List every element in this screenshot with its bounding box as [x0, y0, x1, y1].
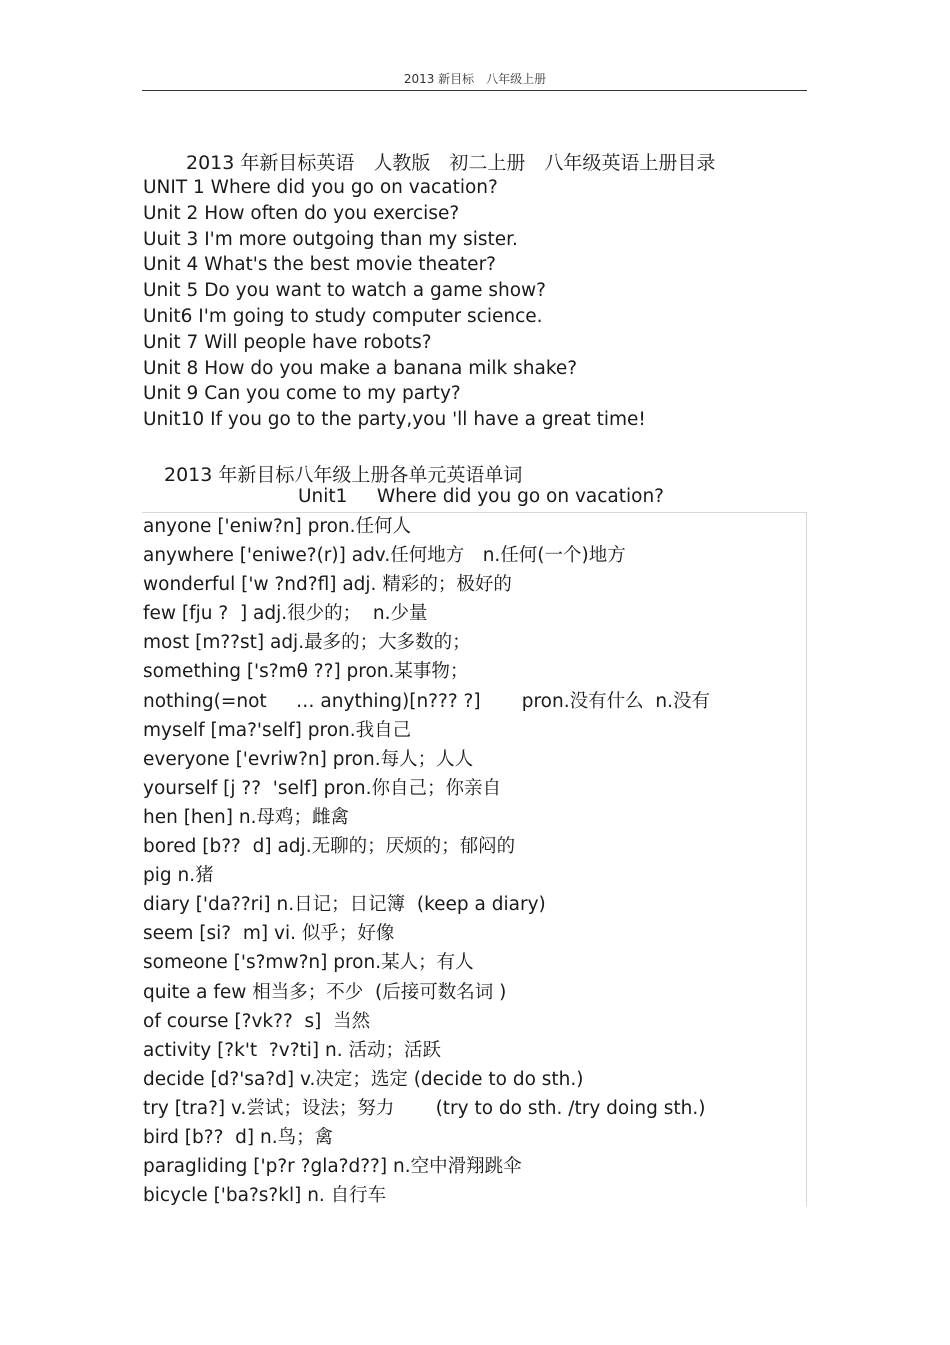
header-divider	[142, 90, 807, 91]
vocab-entry: anywhere ['eniwe?(r)] adv.任何地方 n.任何(一个)地方	[143, 545, 626, 567]
toc-item: Unit6 I'm going to study computer science.	[143, 305, 543, 327]
vocabulary-section-title: 2013 年新目标八年级上册各单元英语单词	[164, 464, 523, 486]
vocab-entry: hen [hen] n.母鸡；雌禽	[143, 806, 349, 828]
vocab-entry: diary ['da??ri] n.日记；日记簿 (keep a diary)	[143, 894, 546, 916]
vocab-entry: most [m??st] adj.最多的；大多数的；	[143, 632, 471, 654]
toc-item: Unit 4 What's the best movie theater?	[143, 254, 496, 276]
vocab-entry: quite a few 相当多；不少 (后接可数名词 )	[143, 981, 507, 1003]
vocab-entry: paragliding ['p?r ?gla?d??] n.空中滑翔跳伞	[143, 1156, 522, 1178]
vocab-entry: wonderful ['w ?nd?fl] adj. 精彩的；极好的	[143, 574, 512, 596]
document-title: 2013 年新目标英语 人教版 初二上册 八年级英语上册目录	[186, 152, 716, 174]
toc-item: Unit10 If you go to the party,you 'll have a great time!	[143, 409, 646, 431]
vocabulary-list	[143, 512, 710, 1210]
toc-item: Unit 7 Will people have robots?	[143, 331, 432, 353]
vocab-entry: someone ['s?mw?n] pron.某人；有人	[143, 952, 474, 974]
toc-item: Unit 8 How do you make a banana milk shake?	[143, 357, 578, 379]
vocab-entry: seem [si? m] vi. 似乎；好像	[143, 923, 395, 945]
vocab-entry: try [tra?] v.尝试；设法；努力 (try to do sth. /try doing sth.)	[143, 1097, 706, 1119]
vocab-entry: bored [b?? d] adj.无聊的；厌烦的；郁闷的	[143, 836, 516, 858]
table-of-contents	[143, 175, 646, 433]
vocab-entry: myself [ma?'self] pron.我自己	[143, 719, 412, 741]
page-header: 2013 新目标 八年级上册	[403, 72, 547, 86]
vocab-entry: decide [d?'sa?d] v.决定；选定 (decide to do sth.)	[143, 1068, 584, 1090]
vocab-entry: bicycle ['ba?s?kl] n. 自行车	[143, 1185, 387, 1207]
vocab-entry: something ['s?mθ ??] pron.某事物；	[143, 661, 469, 683]
vocab-entry: pig n.猪	[143, 865, 214, 887]
toc-item: Unit 2 How often do you exercise?	[143, 202, 460, 224]
toc-item: Unit 5 Do you want to watch a game show?	[143, 280, 546, 302]
vocab-entry: anyone ['eniw?n] pron.任何人	[143, 516, 412, 537]
toc-item: Unit 9 Can you come to my party?	[143, 383, 461, 405]
vocab-entry: activity [?k't ?v?ti] n. 活动；活跃	[143, 1039, 441, 1061]
vocab-entry: everyone ['evriw?n] pron.每人；人人	[143, 748, 474, 770]
vocab-entry: nothing(=not … anything)[n??? ?] pron.没有什么 n.没有	[143, 690, 710, 712]
vocab-entry: bird [b?? d] n.鸟；禽	[143, 1126, 334, 1148]
toc-item: UNIT 1 Where did you go on vacation?	[143, 177, 498, 198]
vocab-entry: yourself [j ?? 'self] pron.你自己；你亲自	[143, 777, 502, 799]
unit-heading: Unit1 Where did you go on vacation?	[298, 486, 664, 507]
vocab-entry: few [fju ? ] adj.很少的； n.少量	[143, 603, 428, 625]
toc-item: Uuit 3 I'm more outgoing than my sister.	[143, 228, 518, 250]
vocab-entry: of course [?vk?? s] 当然	[143, 1010, 371, 1032]
